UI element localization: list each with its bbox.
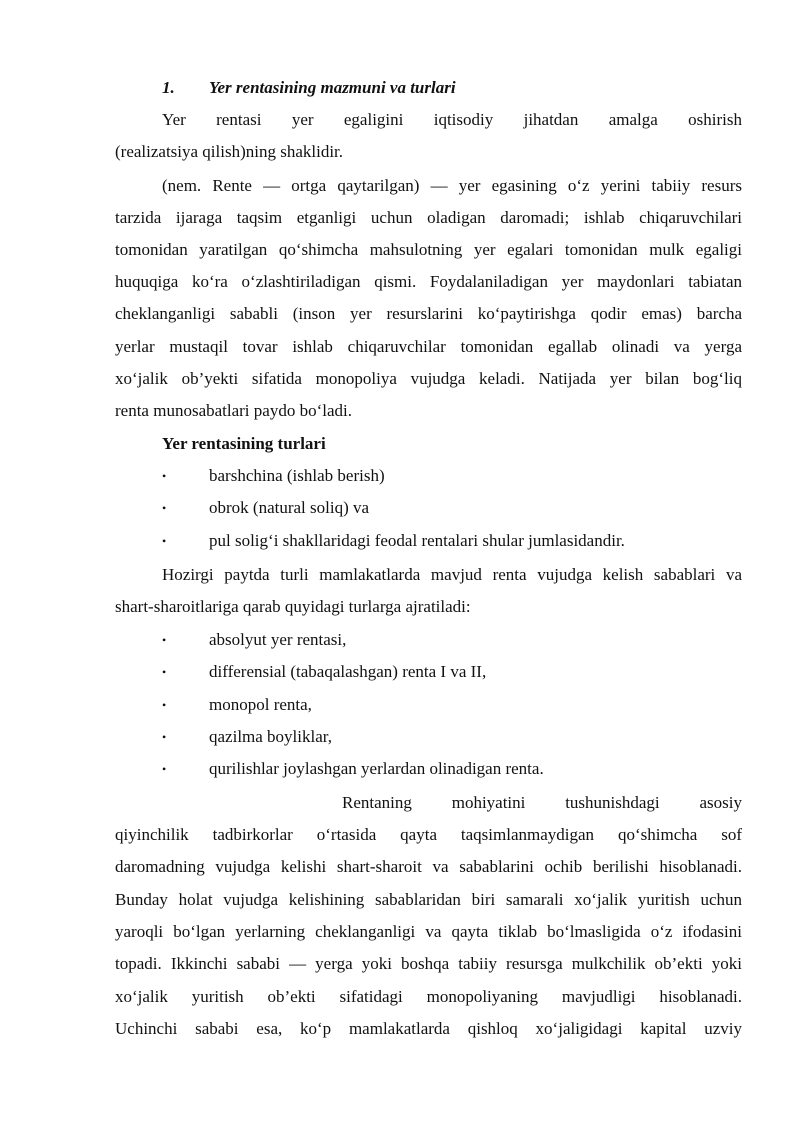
bullet-icon: • [162, 469, 167, 483]
paragraph-4-line-2: qiyinchilik tadbirkorlar o‘rtasida qayta taqsimlanmaydigan qo‘shimcha sof [115, 825, 742, 844]
list-item [162, 753, 742, 785]
paragraph-4-line-8: Uchinchi sababi esa, ko‘p mamlakatlarda qishloq xo‘jaligidagi kapital uzviy [115, 1019, 742, 1038]
section-heading [162, 72, 789, 104]
paragraph-2-line-8: renta munosabatlari paydo bo‘ladi. [115, 401, 352, 420]
section-number: 1. [162, 78, 175, 97]
bullet-icon: • [162, 534, 167, 548]
list-item [162, 460, 742, 492]
list-item [162, 624, 742, 656]
bullet-icon: • [162, 698, 167, 712]
paragraph-4-line-7: xo‘jalik yuritish ob’ekti sifatidagi monopoliyaning mavjudligi hisoblanadi. [115, 987, 742, 1006]
list-item-text: qazilma boyliklar, [209, 727, 333, 746]
paragraph-3-line-2: shart-sharoitlariga qarab quyidagi turlarga ajratiladi: [115, 597, 471, 616]
paragraph-4-line-6: topadi. Ikkinchi sababi — yerga yoki boshqa tabiiy resursga mulkchilik ob’ekti yoki [115, 954, 742, 973]
bullet-icon: • [162, 665, 167, 679]
list-item [162, 656, 742, 688]
bullet-icon: • [162, 730, 167, 744]
paragraph-4-line-5: yaroqli bo‘lgan yerlarning cheklanganligi va qayta tiklab bo‘lmasligida o‘z ifodasini [115, 922, 742, 941]
list-item-text: monopol renta, [209, 695, 312, 714]
paragraph-2-line-3: tomonidan yaratilgan qo‘shimcha mahsulotning yer egalari tomonidan mulk egaligi [115, 240, 742, 259]
list-item-text: absolyut yer rentasi, [209, 630, 347, 649]
list-item [162, 721, 742, 753]
paragraph-2-line-1: (nem. Rente — ortga qaytarilgan) — yer egasining o‘z yerini tabiiy resurs [162, 176, 742, 195]
list-item [162, 689, 742, 721]
list-item [162, 492, 742, 524]
list-item-text: pul solig‘i shakllaridagi feodal rentalari shular jumlasidandir. [209, 531, 625, 550]
bullet-icon: • [162, 762, 167, 776]
paragraph-4-line-3: daromadning vujudga kelishi shart-sharoit va sabablarini ochib berilishi hisoblanadi. [115, 857, 742, 876]
paragraph-4-line-4: Bunday holat vujudga kelishining sabablaridan biri samarali xo‘jalik yuritish uchun [115, 890, 742, 909]
paragraph-3-line-1: Hozirgi paytda turli mamlakatlarda mavjud renta vujudga kelish sabablari va [162, 565, 742, 584]
paragraph-2-line-7: xo‘jalik ob’yekti sifatida monopoliya vujudga keladi. Natijada yer bilan bog‘liq [115, 369, 742, 388]
list-item-text: qurilishlar joylashgan yerlardan olinadigan renta. [209, 759, 544, 778]
paragraph-2-line-4: huquqiga ko‘ra o‘zlashtiriladigan qismi. Foydalaniladigan yer maydonlari tabiatan [115, 272, 742, 291]
paragraph-2-line-2: tarzida ijaraga taqsim etganligi uchun oladigan daromadi; ishlab chiqaruvchilari [115, 208, 742, 227]
paragraph-4-line-1: Rentaning mohiyatini tushunishdagi asosiy [342, 793, 742, 812]
list-item [162, 525, 742, 557]
bullet-icon: • [162, 633, 167, 647]
list-item-text: differensial (tabaqalashgan) renta I va II, [209, 662, 487, 681]
paragraph-1-line-1: Yer rentasi yer egaligini iqtisodiy jihatdan amalga oshirish [162, 110, 742, 129]
paragraph-2-line-5: cheklanganligi sababli (inson yer resurslarini ko‘paytirishga qodir emas) barcha [115, 304, 742, 323]
bullet-icon: • [162, 501, 167, 515]
section-title: Yer rentasining mazmuni va turlari [209, 78, 456, 97]
paragraph-2-line-6: yerlar mustaqil tovar ishlab chiqaruvchilar tomonidan egallab olinadi va yerga [115, 337, 742, 356]
paragraph-1-line-2: (realizatsiya qilish)ning shaklidir. [115, 142, 344, 161]
subheading: Yer rentasining turlari [162, 434, 326, 453]
list-item-text: barshchina (ishlab berish) [209, 466, 385, 485]
list-item-text: obrok (natural soliq) va [209, 498, 370, 517]
